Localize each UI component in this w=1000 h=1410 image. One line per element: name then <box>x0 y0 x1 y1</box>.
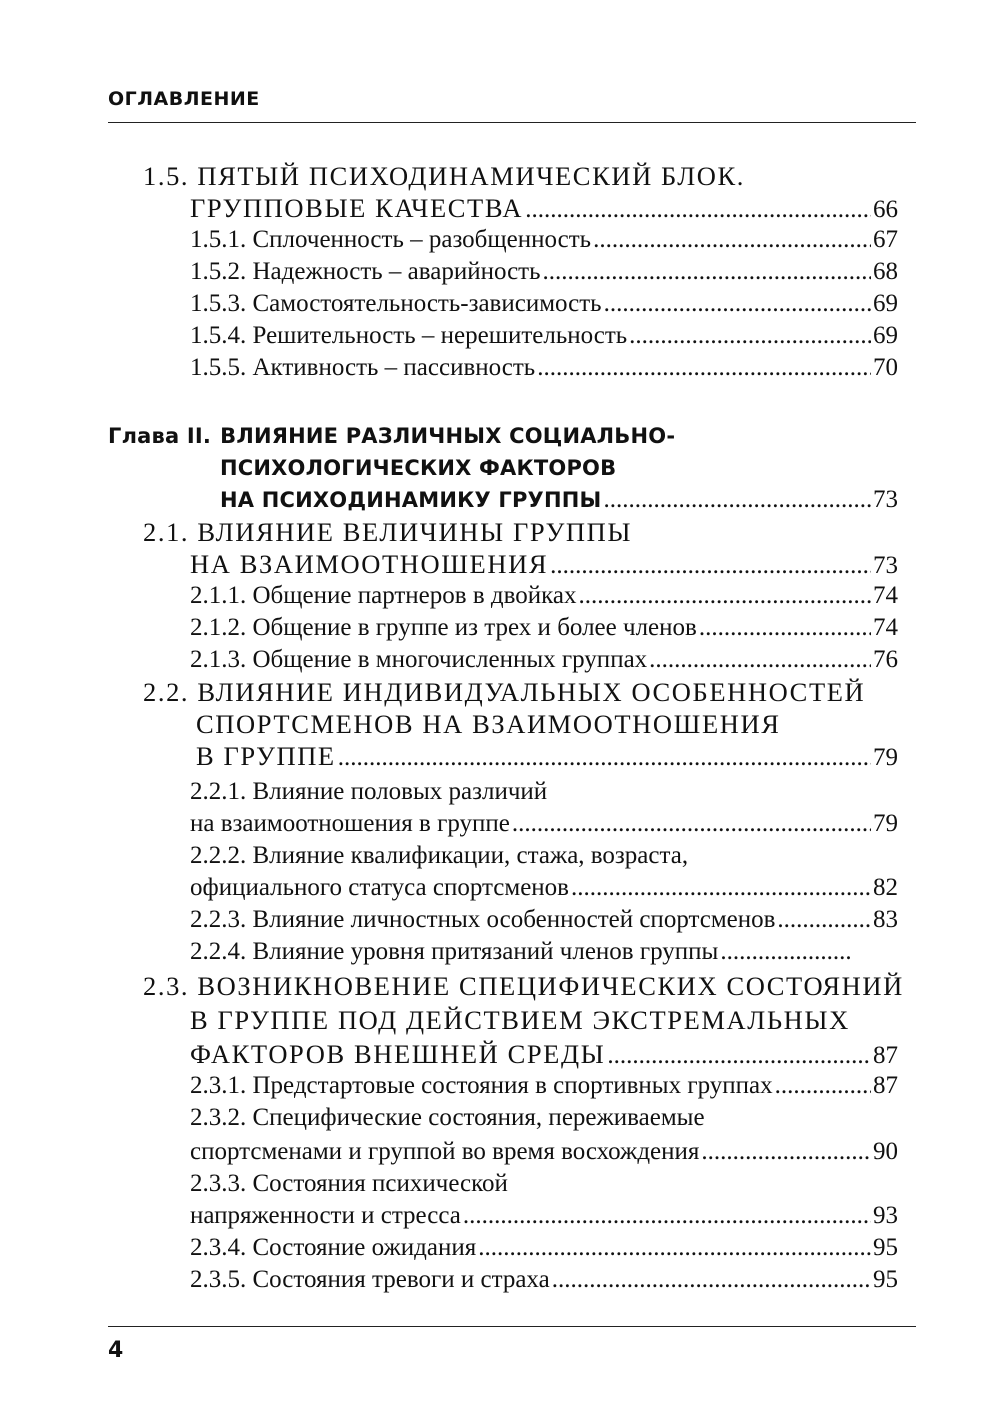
dot-leader <box>338 742 871 774</box>
toc-entry[interactable] <box>190 1102 705 1134</box>
toc-page-number: 73 <box>873 486 898 513</box>
toc-entry[interactable] <box>190 224 898 256</box>
dot-leader <box>603 484 871 516</box>
toc-entry[interactable] <box>190 1168 508 1200</box>
dot-leader <box>525 194 871 226</box>
dot-leader <box>699 612 871 644</box>
dot-leader <box>720 936 850 968</box>
toc-entry-label: 1.5.5. Активность – пассивность <box>190 354 536 381</box>
toc-page-number: 95 <box>873 1234 898 1261</box>
toc-entry-label: В ГРУППЕ <box>196 741 336 771</box>
dot-leader <box>607 1040 871 1072</box>
toc-entry[interactable] <box>190 320 898 352</box>
dot-leader <box>578 580 871 612</box>
toc-page-number: 66 <box>873 196 898 223</box>
toc-page-number: 83 <box>873 906 898 933</box>
chapter-heading[interactable] <box>108 420 675 452</box>
running-header: ОГЛАВЛЕНИЕ <box>108 88 260 110</box>
dot-leader <box>604 288 871 320</box>
toc-entry[interactable] <box>143 516 632 548</box>
toc-page-number: 69 <box>873 322 898 349</box>
toc-page-number: 87 <box>873 1042 898 1069</box>
dot-leader <box>777 904 871 936</box>
toc-entry-label: официального статуса спортсменов <box>190 874 569 901</box>
toc-page-number: 74 <box>873 614 898 641</box>
toc-entry-label: 2.3.3. Состояния психической <box>190 1170 508 1197</box>
toc-entry[interactable] <box>143 160 745 192</box>
toc-entry-label: 2.3.2. Специфические состояния, переживаемые <box>190 1104 705 1131</box>
toc-page-number: 90 <box>873 1138 898 1165</box>
toc-entry-label: 2.1.3. Общение в многочисленных группах <box>190 646 648 673</box>
toc-entry[interactable] <box>190 644 898 676</box>
dot-leader <box>463 1200 871 1232</box>
toc-entry-label: 1.5.3. Самостоятельность-зависимость <box>190 290 602 317</box>
toc-page-number: 70 <box>873 354 898 381</box>
toc-entry-label: 2.3.5. Состояния тревоги и страха <box>190 1266 550 1293</box>
toc-page-number: 93 <box>873 1202 898 1229</box>
dot-leader <box>701 1136 871 1168</box>
toc-entry[interactable] <box>196 708 781 740</box>
dot-leader <box>478 1232 871 1264</box>
chapter-heading[interactable] <box>220 484 898 516</box>
toc-page-number: 79 <box>873 810 898 837</box>
toc-entry[interactable] <box>190 192 898 224</box>
toc-entry[interactable] <box>143 970 904 1002</box>
toc-page-number: 82 <box>873 874 898 901</box>
toc-entry-label: 1.5.2. Надежность – аварийность <box>190 258 541 285</box>
toc-entry[interactable] <box>190 548 898 580</box>
toc-page-number: 68 <box>873 258 898 285</box>
toc-entry[interactable] <box>190 840 688 872</box>
toc-entry-label: 2.3.4. Состояние ожидания <box>190 1234 477 1261</box>
chapter-heading[interactable] <box>220 452 616 484</box>
toc-entry[interactable] <box>190 1070 898 1102</box>
toc-entry-label: НА ВЗАИМООТНОШЕНИЯ <box>190 549 549 579</box>
toc-entry-label: 2.2.3. Влияние личностных особенностей спортсменов <box>190 906 776 933</box>
toc-entry[interactable] <box>190 288 898 320</box>
toc-entry-label: В ГРУППЕ ПОД ДЕЙСТВИЕМ ЭКСТРЕМАЛЬНЫХ <box>190 1005 850 1035</box>
toc-entry[interactable] <box>190 580 898 612</box>
toc-entry-label: 2.2.4. Влияние уровня притязаний членов группы <box>190 938 719 965</box>
toc-entry[interactable] <box>190 352 898 384</box>
dot-leader <box>649 644 871 676</box>
toc-entry[interactable] <box>190 1136 898 1168</box>
page-number: 4 <box>108 1338 124 1363</box>
toc-entry-label: 1.5. ПЯТЫЙ ПСИХОДИНАМИЧЕСКИЙ БЛОК. <box>143 161 746 191</box>
toc-page-number: 95 <box>873 1266 898 1293</box>
toc-entry[interactable] <box>190 1264 898 1296</box>
toc-entry[interactable] <box>190 808 898 840</box>
toc-entry[interactable] <box>190 1232 898 1264</box>
toc-entry-label: ГРУППОВЫЕ КАЧЕСТВА <box>190 193 524 223</box>
toc-entry[interactable] <box>190 1038 898 1070</box>
toc-entry[interactable] <box>190 1004 850 1036</box>
toc-entry-label: напряженности и стресса <box>190 1202 461 1229</box>
toc-entry-label: спортсменами и группой во время восхождения <box>190 1138 700 1165</box>
toc-entry[interactable] <box>190 904 898 936</box>
toc-entry-label: 2.2.1. Влияние половых различий <box>190 778 548 805</box>
toc-entry[interactable] <box>190 872 898 904</box>
toc-entry-label: ФАКТОРОВ ВНЕШНЕЙ СРЕДЫ <box>190 1039 606 1069</box>
toc-entry-label: 1.5.1. Сплоченность – разобщенность <box>190 226 592 253</box>
toc-entry-label: 2.2.2. Влияние квалификации, стажа, возраста, <box>190 842 689 869</box>
toc-entry[interactable] <box>190 256 898 288</box>
dot-leader <box>593 224 871 256</box>
toc-entry-label: 1.5.4. Решительность – нерешительность <box>190 322 628 349</box>
toc-entry-label: 2.3.1. Предстартовые состояния в спортивных группах <box>190 1072 773 1099</box>
chapter-title: НА ПСИХОДИНАМИКУ ГРУППЫ <box>220 488 602 512</box>
toc-page-number: 69 <box>873 290 898 317</box>
toc-entry-label: 2.2. ВЛИЯНИЕ ИНДИВИДУАЛЬНЫХ ОСОБЕННОСТЕЙ <box>143 677 866 707</box>
toc-entry-label: 2.1. ВЛИЯНИЕ ВЕЛИЧИНЫ ГРУППЫ <box>143 517 633 547</box>
toc-entry[interactable] <box>190 936 852 968</box>
toc-page-number: 76 <box>873 646 898 673</box>
toc-entry[interactable] <box>190 1200 898 1232</box>
toc-entry-label: СПОРТСМЕНОВ НА ВЗАИМООТНОШЕНИЯ <box>196 709 781 739</box>
footer-rule <box>108 1326 916 1327</box>
header-rule <box>108 122 916 123</box>
toc-entry[interactable] <box>190 776 547 808</box>
toc-entry[interactable] <box>190 612 898 644</box>
dot-leader <box>512 808 871 840</box>
dot-leader <box>550 550 871 582</box>
toc-entry-label: 2.1.1. Общение партнеров в двойках <box>190 582 577 609</box>
toc-page-number: 73 <box>873 552 898 579</box>
toc-entry-label: 2.3. ВОЗНИКНОВЕНИЕ СПЕЦИФИЧЕСКИХ СОСТОЯНИЙ <box>143 971 904 1001</box>
dot-leader <box>775 1070 871 1102</box>
toc-entry-label: 2.1.2. Общение в группе из трех и более членов <box>190 614 697 641</box>
dot-leader <box>543 256 871 288</box>
chapter-title: ПСИХОЛОГИЧЕСКИХ ФАКТОРОВ <box>220 456 617 480</box>
chapter-prefix: Глава II. <box>108 424 212 448</box>
toc-entry[interactable] <box>143 676 865 708</box>
toc-page-number: 67 <box>873 226 898 253</box>
dot-leader <box>537 352 871 384</box>
toc-page-number: 74 <box>873 582 898 609</box>
toc-page-number: 87 <box>873 1072 898 1099</box>
toc-page-number: 79 <box>873 744 898 771</box>
toc-entry-label: на взаимоотношения в группе <box>190 810 510 837</box>
chapter-title: ВЛИЯНИЕ РАЗЛИЧНЫХ СОЦИАЛЬНО- <box>220 424 676 448</box>
dot-leader <box>629 320 871 352</box>
dot-leader <box>552 1264 871 1296</box>
dot-leader <box>571 872 871 904</box>
toc-entry[interactable] <box>196 740 898 772</box>
